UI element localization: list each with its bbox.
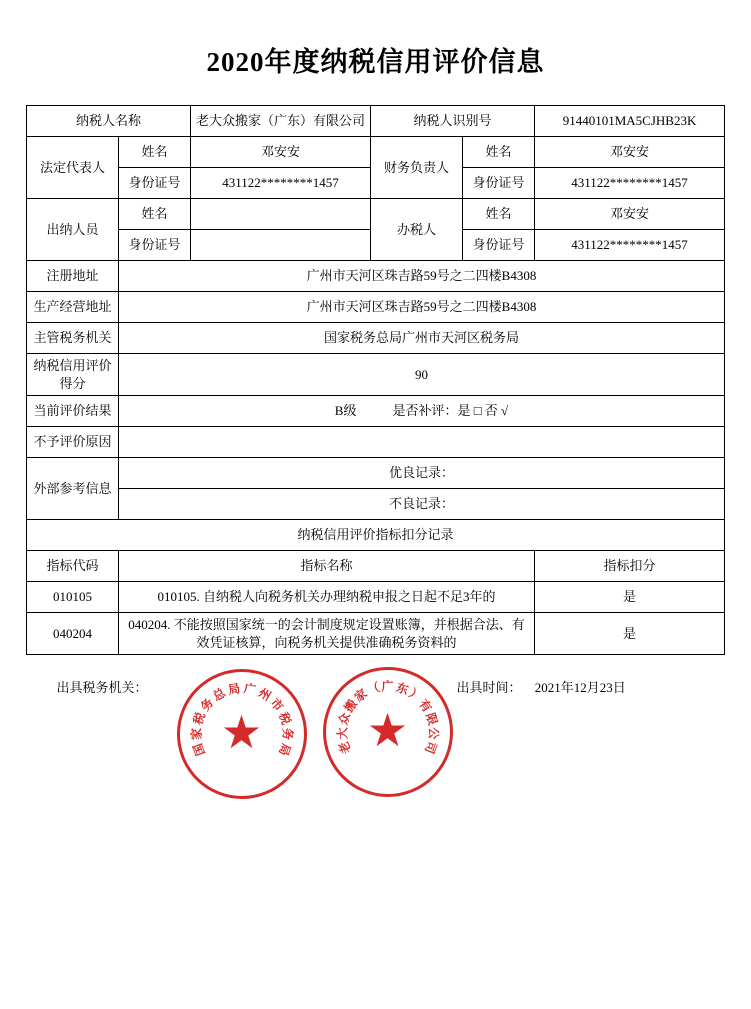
seal-char: 市 <box>267 695 286 715</box>
value-finance-head-name: 邓安安 <box>535 137 725 168</box>
col-header-index-deduction: 指标扣分 <box>535 551 725 582</box>
issuer-label: 出具税务机关： <box>56 680 148 696</box>
deduction-name: 040204. 不能按照国家统一的会计制度规定设置账簿，并根据合法、有效凭证核算，向税务机关提供准确税务资料的 <box>118 613 534 655</box>
deduction-code: 040204 <box>26 613 118 655</box>
table-row <box>26 323 724 354</box>
value-current-result <box>118 396 724 427</box>
seal-char: 税 <box>275 710 293 727</box>
table-row <box>26 520 724 551</box>
issue-date-value: 2021年12月23日 <box>534 680 626 696</box>
value-no-eval-reason <box>118 427 724 458</box>
document-page <box>0 40 751 1009</box>
seal-char: 局 <box>275 741 293 758</box>
label-external-info: 外部参考信息 <box>26 458 118 520</box>
table-row <box>26 582 724 613</box>
label-cashier: 出纳人员 <box>26 199 118 261</box>
seal-char: 公 <box>425 727 441 740</box>
label-no-eval-reason: 不予评价原因 <box>26 427 118 458</box>
value-bad-record: 不良记录： <box>118 489 724 520</box>
seal-char: （ <box>365 680 382 698</box>
value-good-record: 优良记录： <box>118 458 724 489</box>
value-taxpayer-id: 91440101MA5CJHB23K <box>535 106 725 137</box>
deduction-value: 是 <box>535 582 725 613</box>
label-finance-head-id: 身份证号 <box>463 168 535 199</box>
label-current-result: 当前评价结果 <box>26 396 118 427</box>
seal-char: 大 <box>334 727 350 740</box>
seal-char: 州 <box>255 685 273 704</box>
label-finance-head-name: 姓名 <box>463 137 535 168</box>
seal-char: 务 <box>197 695 216 715</box>
seal-char: 总 <box>210 685 228 704</box>
seal-char: 东 <box>393 680 410 698</box>
value-legal-rep-name: 邓安安 <box>191 137 371 168</box>
table-row <box>26 261 724 292</box>
tax-authority-seal <box>177 669 307 799</box>
table-row <box>26 137 724 168</box>
seal-char: 局 <box>226 681 241 698</box>
label-cashier-name: 姓名 <box>118 199 190 230</box>
seal-char: 务 <box>280 728 294 741</box>
value-legal-rep-id: 431122********1457 <box>191 168 371 199</box>
value-taxpayer-name: 老大众搬家（广东）有限公司 <box>191 106 371 137</box>
table-row <box>26 354 724 396</box>
seal-star-icon: ★ <box>366 705 409 757</box>
company-seal <box>323 667 453 797</box>
value-supplement-eval: 是否补评：是 □ 否 √ <box>392 403 509 419</box>
label-business-address: 生产经营地址 <box>26 292 118 323</box>
label-taxpayer-id: 纳税人识别号 <box>371 106 535 137</box>
value-tax-handler-id: 431122********1457 <box>535 230 725 261</box>
label-taxpayer-name: 纳税人名称 <box>26 106 190 137</box>
page-title: 2020年度纳税信用评价信息 <box>206 47 545 77</box>
seal-char: 限 <box>422 711 440 727</box>
value-business-address: 广州市天河区珠吉路59号之二四楼B4308 <box>118 292 724 323</box>
table-row <box>26 458 724 489</box>
value-cashier-name <box>191 199 371 230</box>
seal-char: 众 <box>335 711 353 727</box>
label-tax-handler: 办税人 <box>371 199 463 261</box>
table-row <box>26 489 724 520</box>
value-finance-head-id: 431122********1457 <box>535 168 725 199</box>
table-row <box>26 199 724 230</box>
seal-char: ） <box>405 686 424 705</box>
seal-char: 老 <box>336 739 354 756</box>
deduction-section-header: 纳税信用评价指标扣分记录 <box>26 520 724 551</box>
value-credit-score: 90 <box>118 354 724 396</box>
table-row <box>26 106 724 137</box>
table-row <box>26 613 724 655</box>
label-tax-authority: 主管税务机关 <box>26 323 118 354</box>
issue-date-label: 出具时间： <box>456 680 522 696</box>
col-header-index-code: 指标代码 <box>26 551 118 582</box>
value-tax-authority: 国家税务总局广州市天河区税务局 <box>118 323 724 354</box>
label-credit-score: 纳税信用评价得分 <box>26 354 118 396</box>
label-finance-head: 财务负责人 <box>371 137 463 199</box>
seal-char: 税 <box>190 710 208 727</box>
seal-char: 广 <box>381 679 394 694</box>
label-tax-handler-id: 身份证号 <box>463 230 535 261</box>
value-grade: B级 <box>334 403 357 419</box>
col-header-index-name: 指标名称 <box>118 551 534 582</box>
seal-right-text <box>326 670 450 794</box>
label-cashier-id: 身份证号 <box>118 230 190 261</box>
deduction-value: 是 <box>535 613 725 655</box>
seal-left-text <box>180 672 304 796</box>
seal-char: 有 <box>415 697 434 716</box>
table-row <box>26 396 724 427</box>
table-row <box>26 427 724 458</box>
deduction-name: 010105. 自纳税人向税务机关办理纳税申报之日起不足3年的 <box>118 582 534 613</box>
seal-char: 广 <box>242 681 257 698</box>
seal-char: 国 <box>190 741 208 758</box>
label-legal-rep: 法定代表人 <box>26 137 118 199</box>
tax-credit-info-table <box>26 105 725 655</box>
value-tax-handler-name: 邓安安 <box>535 199 725 230</box>
seal-char: 家 <box>351 686 370 705</box>
seal-char: 司 <box>421 739 439 756</box>
deduction-code: 010105 <box>26 582 118 613</box>
value-reg-address: 广州市天河区珠吉路59号之二四楼B4308 <box>118 261 724 292</box>
issue-date <box>457 677 626 696</box>
seal-star-icon: ★ <box>220 707 263 759</box>
seal-char: 搬 <box>341 697 360 716</box>
label-legal-rep-name: 姓名 <box>118 137 190 168</box>
value-cashier-id <box>191 230 371 261</box>
seal-char: 家 <box>189 728 203 741</box>
label-tax-handler-name: 姓名 <box>463 199 535 230</box>
table-row <box>26 551 724 582</box>
label-reg-address: 注册地址 <box>26 261 118 292</box>
label-legal-rep-id: 身份证号 <box>118 168 190 199</box>
document-footer <box>27 669 725 819</box>
table-row <box>26 292 724 323</box>
